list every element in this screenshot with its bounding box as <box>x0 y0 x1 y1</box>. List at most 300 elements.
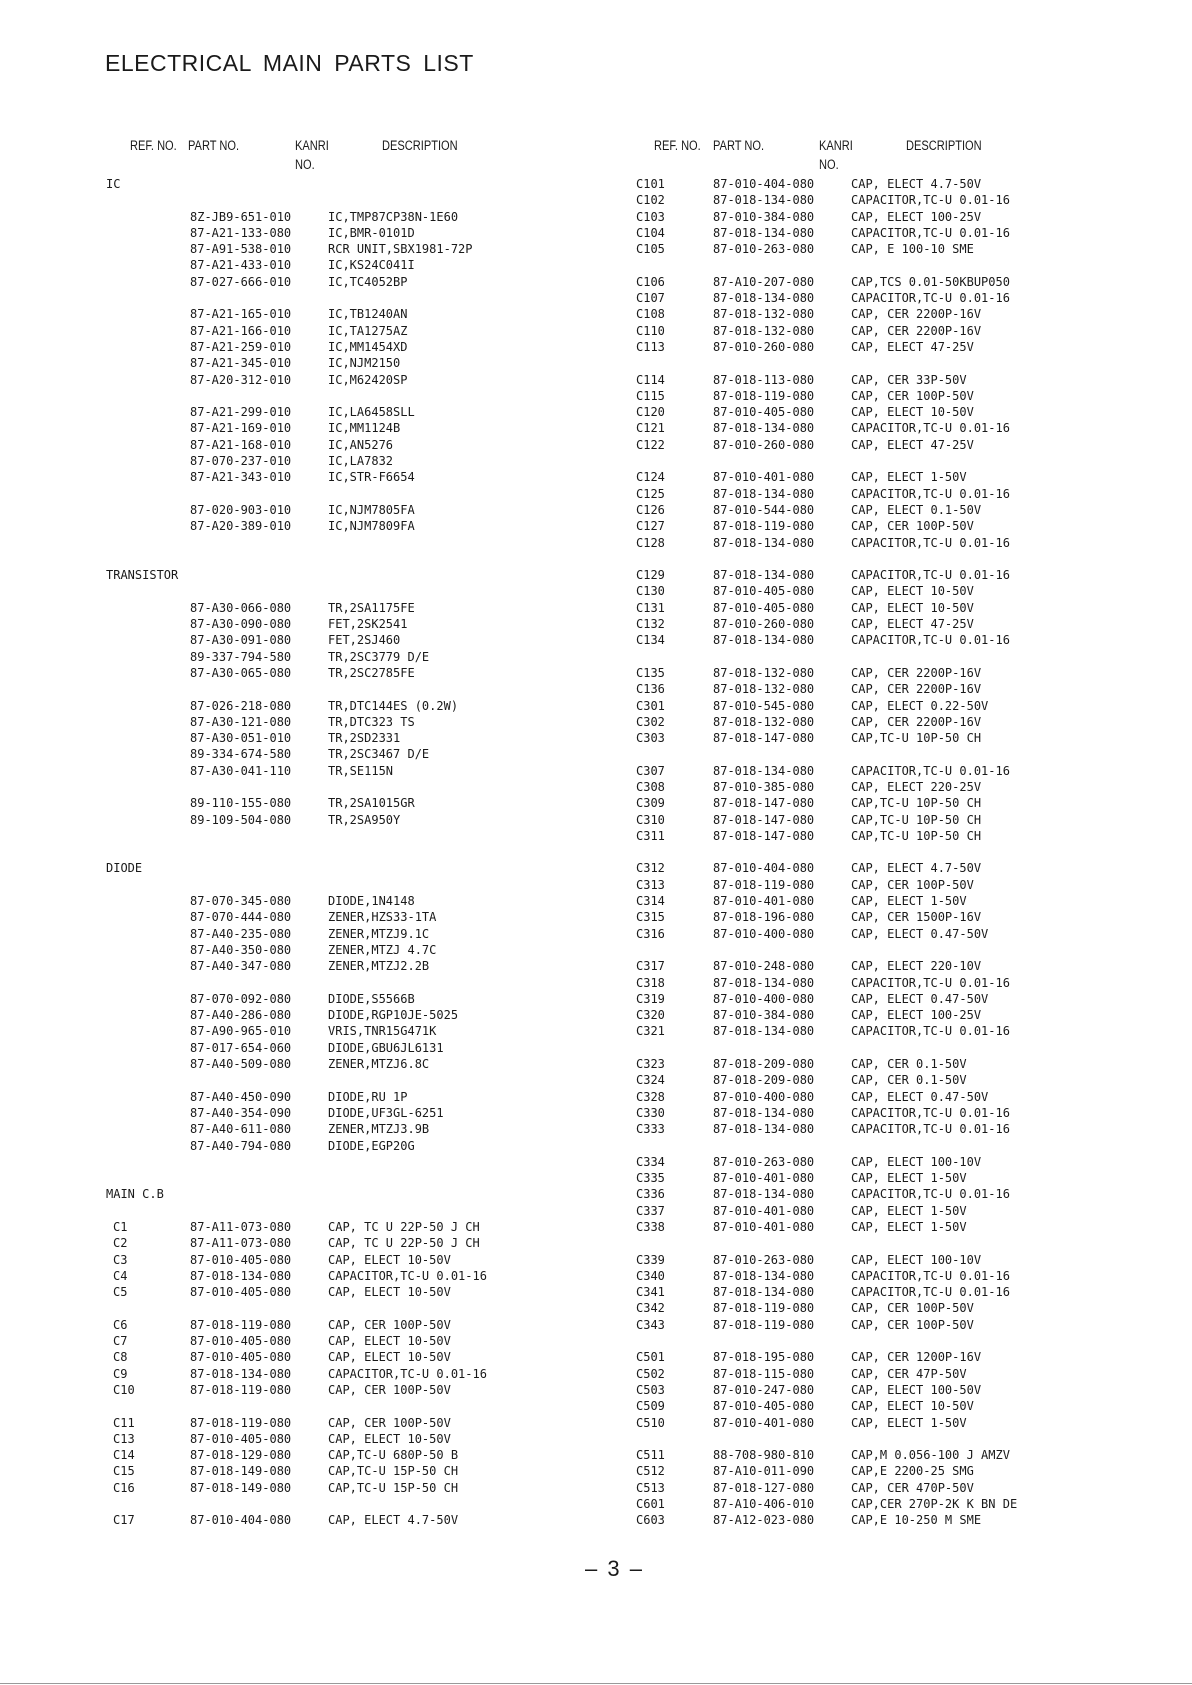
header-part-no: PART NO. <box>713 138 765 153</box>
part-no: 87-A21-169-010 <box>190 421 292 436</box>
ref-no: C312 <box>636 861 665 876</box>
part-no: 87-A40-350-080 <box>190 942 292 957</box>
description: IC,LA6458SLL <box>328 405 415 420</box>
ref-no: C9 <box>113 1366 128 1381</box>
ref-no: C132 <box>636 617 665 632</box>
part-no: 89-337-794-580 <box>190 649 292 664</box>
ref-no: C319 <box>636 991 665 1006</box>
part-no: 87-018-147-080 <box>713 828 815 843</box>
description: CAP, ELECT 47-25V <box>851 617 974 632</box>
description: CAP, ELECT 100-50V <box>851 1382 982 1397</box>
part-no: 87-A10-011-090 <box>713 1464 815 1479</box>
part-no: 87-018-119-080 <box>190 1317 292 1332</box>
description: CAP, ELECT 10-50V <box>328 1334 451 1349</box>
part-no: 89-110-155-080 <box>190 796 292 811</box>
part-no: 87-A40-235-080 <box>190 926 292 941</box>
ref-no: C601 <box>636 1497 665 1512</box>
ref-no: C14 <box>113 1448 135 1463</box>
description: CAPACITOR,TC-U 0.01-16 <box>851 421 1010 436</box>
description: CAPACITOR,TC-U 0.01-16 <box>851 568 1010 583</box>
description: CAP,TC-U 10P-50 CH <box>851 731 982 746</box>
description: IC,NJM7809FA <box>328 519 415 534</box>
description: ZENER,MTZJ2.2B <box>328 959 430 974</box>
section-heading: DIODE <box>106 861 143 876</box>
description: CAP, ELECT 100-25V <box>851 209 982 224</box>
part-no: 87-A40-286-080 <box>190 1008 292 1023</box>
part-no: 87-A40-354-090 <box>190 1105 292 1120</box>
ref-no: C127 <box>636 519 665 534</box>
part-no: 87-018-209-080 <box>713 1073 815 1088</box>
description: CAP, CER 2200P-16V <box>851 307 982 322</box>
description: TR,2SC3467 D/E <box>328 747 430 762</box>
description: DIODE,GBU6JL6131 <box>328 1040 444 1055</box>
ref-no: C334 <box>636 1154 665 1169</box>
part-no: 87-018-134-080 <box>713 1187 815 1202</box>
part-no: 87-018-149-080 <box>190 1480 292 1495</box>
part-no: 87-018-132-080 <box>713 665 815 680</box>
ref-no: C603 <box>636 1513 665 1528</box>
part-no: 89-334-674-580 <box>190 747 292 762</box>
ref-no: C115 <box>636 388 665 403</box>
ref-no: C309 <box>636 796 665 811</box>
part-no: 87-018-134-080 <box>713 291 815 306</box>
part-no: 87-017-654-060 <box>190 1040 292 1055</box>
header-description: DESCRIPTION <box>382 138 458 153</box>
description: CAPACITOR,TC-U 0.01-16 <box>851 225 1010 240</box>
description: CAPACITOR,TC-U 0.01-16 <box>851 633 1010 648</box>
part-no: 87-A21-345-010 <box>190 356 292 371</box>
ref-no: C313 <box>636 877 665 892</box>
ref-no: C303 <box>636 731 665 746</box>
description: CAP, CER 100P-50V <box>851 877 974 892</box>
description: DIODE,RU 1P <box>328 1089 408 1104</box>
ref-no: C2 <box>113 1236 128 1251</box>
ref-no: C110 <box>636 323 665 338</box>
ref-no: C135 <box>636 665 665 680</box>
part-no: 87-A91-538-010 <box>190 242 292 257</box>
description: CAP, TC U 22P-50 J CH <box>328 1220 480 1234</box>
description: CAP, ELECT 100-25V <box>851 1008 982 1023</box>
description: IC,LA7832 <box>328 454 394 469</box>
description: IC,TA1275AZ <box>328 323 408 338</box>
description: CAP, CER 100P-50V <box>851 519 974 534</box>
ref-no: C105 <box>636 242 665 257</box>
ref-no: C114 <box>636 372 665 387</box>
part-no: 87-070-237-010 <box>190 454 292 469</box>
description: ZENER,HZS33-1TA <box>328 910 437 925</box>
part-no: 87-010-263-080 <box>713 1252 815 1267</box>
part-no: 87-010-405-080 <box>713 600 815 615</box>
part-no: 87-010-545-080 <box>713 698 815 713</box>
part-no: 87-A21-133-080 <box>190 225 292 240</box>
part-no: 87-010-401-080 <box>713 470 815 485</box>
description: CAP, ELECT 10-50V <box>851 405 974 420</box>
part-no: 87-018-134-080 <box>190 1268 292 1283</box>
description: CAP, ELECT 47-25V <box>851 437 974 452</box>
description: CAP, CER 100P-50V <box>328 1317 451 1332</box>
description: TR,DTC144ES (0.2W) <box>328 698 459 713</box>
description: CAPACITOR,TC-U 0.01-16 <box>851 291 1010 306</box>
section-heading: MAIN C.B <box>106 1187 164 1202</box>
part-no: 87-A21-168-010 <box>190 437 292 452</box>
description: IC,TB1240AN <box>328 307 408 322</box>
ref-no: C323 <box>636 1057 665 1072</box>
ref-no: C321 <box>636 1024 665 1039</box>
ref-no: C320 <box>636 1008 665 1023</box>
description: CAP,TC-U 10P-50 CH <box>851 828 982 843</box>
description: CAP,TC-U 15P-50 CH <box>328 1480 459 1495</box>
ref-no: C336 <box>636 1187 665 1202</box>
description: CAP, ELECT 1-50V <box>851 470 967 485</box>
header-kanri: KANRI NO. <box>295 138 329 172</box>
part-no: 87-018-113-080 <box>713 372 815 387</box>
part-no: 87-018-134-080 <box>713 1268 815 1283</box>
part-no: 87-A21-433-010 <box>190 258 292 273</box>
part-no: 87-A10-406-010 <box>713 1497 815 1512</box>
ref-no: C131 <box>636 600 665 615</box>
part-no: 87-020-903-010 <box>190 502 292 517</box>
ref-no: C13 <box>113 1431 135 1446</box>
description: TR,2SA1175FE <box>328 600 415 615</box>
description: DIODE,1N4148 <box>328 894 415 909</box>
ref-no: C335 <box>636 1171 665 1186</box>
ref-no: C125 <box>636 486 665 501</box>
part-no: 87-010-401-080 <box>713 1171 815 1186</box>
part-no: 87-026-218-080 <box>190 698 292 713</box>
part-no: 87-018-196-080 <box>713 910 815 925</box>
header-part-no: PART NO. <box>188 138 240 153</box>
section-heading: IC <box>106 177 121 191</box>
part-no: 87-010-405-080 <box>713 405 815 420</box>
header-ref-no: REF. NO. <box>654 138 701 153</box>
part-no: 87-018-134-080 <box>713 975 815 990</box>
part-no: 87-010-401-080 <box>713 894 815 909</box>
description: TR,2SD2331 <box>328 731 401 746</box>
description: CAP,TC-U 10P-50 CH <box>851 796 982 811</box>
part-no: 87-010-405-080 <box>713 1399 815 1414</box>
description: CAP, ELECT 10-50V <box>328 1350 451 1365</box>
part-no: 87-018-132-080 <box>713 682 815 697</box>
part-no: 87-010-248-080 <box>713 959 815 974</box>
part-no: 87-018-119-080 <box>713 1317 815 1332</box>
part-no: 87-A20-389-010 <box>190 519 292 534</box>
ref-no: C510 <box>636 1415 665 1430</box>
ref-no: C6 <box>113 1317 128 1332</box>
description: CAP, CER 1500P-16V <box>851 910 982 925</box>
description: IC,STR-F6654 <box>328 470 415 485</box>
part-no: 87-A40-509-080 <box>190 1057 292 1072</box>
ref-no: C136 <box>636 682 665 697</box>
description: ZENER,MTZJ6.8C <box>328 1057 430 1072</box>
description: CAP, CER 47P-50V <box>851 1366 967 1381</box>
description: CAP, ELECT 100-10V <box>851 1252 982 1267</box>
description: CAP, ELECT 4.7-50V <box>851 861 982 876</box>
part-no: 87-070-444-080 <box>190 910 292 925</box>
description: IC,TMP87CP38N-1E60 <box>328 209 459 224</box>
ref-no: C128 <box>636 535 665 550</box>
ref-no: C129 <box>636 568 665 583</box>
ref-no: C108 <box>636 307 665 322</box>
part-no: 87-010-405-080 <box>190 1285 292 1300</box>
description: CAP,CER 270P-2K K BN DE <box>851 1497 1018 1512</box>
description: CAP, ELECT 1-50V <box>851 1171 967 1186</box>
description: CAP, ELECT 1-50V <box>851 894 967 909</box>
description: TR,DTC323 TS <box>328 714 415 729</box>
part-no: 87-018-132-080 <box>713 307 815 322</box>
part-no: 87-A21-299-010 <box>190 405 292 420</box>
part-no: 87-018-134-080 <box>713 486 815 501</box>
description: CAP, ELECT 220-25V <box>851 779 982 794</box>
part-no: 87-A30-121-080 <box>190 714 292 729</box>
header-kanri: KANRI NO. <box>819 138 853 172</box>
description: CAP, CER 2200P-16V <box>851 682 982 697</box>
part-no: 87-018-134-080 <box>713 1122 815 1137</box>
description: TR,2SA1015GR <box>328 796 415 811</box>
part-no: 87-010-400-080 <box>713 926 815 941</box>
part-no: 87-018-134-080 <box>713 225 815 240</box>
description: CAPACITOR,TC-U 0.01-16 <box>851 193 1010 208</box>
description: VRIS,TNR15G471K <box>328 1024 437 1039</box>
part-no: 87-018-147-080 <box>713 731 815 746</box>
description: RCR UNIT,SBX1981-72P <box>328 242 473 257</box>
description: CAP, CER 2200P-16V <box>851 665 982 680</box>
ref-no: C5 <box>113 1285 128 1300</box>
description: CAP, TC U 22P-50 J CH <box>328 1236 480 1251</box>
page-title: ELECTRICAL MAIN PARTS LIST <box>105 50 474 76</box>
ref-no: C330 <box>636 1105 665 1120</box>
description: CAP, ELECT 100-10V <box>851 1154 982 1169</box>
description: CAP, CER 1200P-16V <box>851 1350 982 1365</box>
description: ZENER,MTZJ9.1C <box>328 926 430 941</box>
description: CAPACITOR,TC-U 0.01-16 <box>851 1268 1010 1283</box>
description: TR,SE115N <box>328 763 394 778</box>
description: CAP, CER 2200P-16V <box>851 714 982 729</box>
part-no: 87-018-149-080 <box>190 1464 292 1479</box>
ref-no: C102 <box>636 193 665 208</box>
part-no: 87-018-119-080 <box>713 1301 815 1316</box>
ref-no: C106 <box>636 274 665 289</box>
description: ZENER,MTZJ3.9B <box>328 1122 430 1137</box>
ref-no: C124 <box>636 470 665 485</box>
part-no: 87-018-134-080 <box>713 568 815 583</box>
description: CAPACITOR,TC-U 0.01-16 <box>851 763 1010 778</box>
description: FET,2SK2541 <box>328 617 408 632</box>
description: CAPACITOR,TC-U 0.01-16 <box>851 535 1010 550</box>
ref-no: C315 <box>636 910 665 925</box>
part-no: 87-010-404-080 <box>713 177 815 191</box>
part-no: 87-010-401-080 <box>713 1415 815 1430</box>
ref-no: C307 <box>636 763 665 778</box>
part-no: 87-A40-347-080 <box>190 959 292 974</box>
part-no: 87-010-260-080 <box>713 617 815 632</box>
description: CAP, CER 100P-50V <box>851 1301 974 1316</box>
header-description: DESCRIPTION <box>906 138 982 153</box>
part-no: 87-018-132-080 <box>713 323 815 338</box>
part-no: 87-010-405-080 <box>190 1431 292 1446</box>
section-heading: TRANSISTOR <box>106 568 179 583</box>
description: CAPACITOR,TC-U 0.01-16 <box>851 1105 1010 1120</box>
description: CAP,M 0.056-100 J AMZV <box>851 1448 1010 1463</box>
part-no: 87-018-147-080 <box>713 796 815 811</box>
description: CAP, ELECT 10-50V <box>328 1431 451 1446</box>
description: IC,NJM7805FA <box>328 502 415 517</box>
description: CAPACITOR,TC-U 0.01-16 <box>851 1187 1010 1202</box>
ref-no: C512 <box>636 1464 665 1479</box>
ref-no: C314 <box>636 894 665 909</box>
part-no: 87-A10-207-080 <box>713 274 815 289</box>
part-no: 87-018-134-080 <box>713 535 815 550</box>
part-no: 89-109-504-080 <box>190 812 292 827</box>
ref-no: C120 <box>636 405 665 420</box>
ref-no: C316 <box>636 926 665 941</box>
ref-no: C101 <box>636 177 665 191</box>
part-no: 87-010-247-080 <box>713 1382 815 1397</box>
description: TR,2SC3779 D/E <box>328 649 430 664</box>
description: TR,2SA950Y <box>328 812 401 827</box>
ref-no: C308 <box>636 779 665 794</box>
description: CAP, ELECT 0.47-50V <box>851 991 989 1006</box>
part-no: 87-018-119-080 <box>713 519 815 534</box>
part-no: 87-A11-073-080 <box>190 1220 292 1234</box>
part-no: 87-018-195-080 <box>713 1350 815 1365</box>
description: CAPACITOR,TC-U 0.01-16 <box>851 486 1010 501</box>
description: CAP,TCS 0.01-50KBUP050 <box>851 274 1010 289</box>
ref-no: C302 <box>636 714 665 729</box>
ref-no: C16 <box>113 1480 135 1495</box>
description: IC,KS24C041I <box>328 258 415 273</box>
part-no: 87-A12-023-080 <box>713 1513 815 1528</box>
ref-no: C503 <box>636 1382 665 1397</box>
ref-no: C501 <box>636 1350 665 1365</box>
description: CAP, ELECT 0.47-50V <box>851 1089 989 1104</box>
part-no: 87-018-134-080 <box>713 633 815 648</box>
part-no: 87-018-129-080 <box>190 1448 292 1463</box>
ref-no: C104 <box>636 225 665 240</box>
description: CAP, ELECT 47-25V <box>851 339 974 354</box>
description: CAP, CER 0.1-50V <box>851 1057 967 1072</box>
part-no: 87-A40-450-090 <box>190 1089 292 1104</box>
description: CAP, ELECT 0.22-50V <box>851 698 989 713</box>
part-no: 87-018-119-080 <box>713 388 815 403</box>
ref-no: C339 <box>636 1252 665 1267</box>
part-no: 8Z-JB9-651-010 <box>190 209 292 224</box>
part-no: 87-010-405-080 <box>190 1334 292 1349</box>
part-no: 87-018-119-080 <box>190 1415 292 1430</box>
ref-no: C301 <box>636 698 665 713</box>
description: TR,2SC2785FE <box>328 665 415 680</box>
page-number: – 3 – <box>585 1556 644 1581</box>
part-no: 87-A30-090-080 <box>190 617 292 632</box>
description: CAPACITOR,TC-U 0.01-16 <box>328 1268 487 1283</box>
ref-no: C328 <box>636 1089 665 1104</box>
description: CAP, ELECT 0.47-50V <box>851 926 989 941</box>
part-no: 87-A11-073-080 <box>190 1236 292 1251</box>
part-no: 87-A40-611-080 <box>190 1122 292 1137</box>
ref-no: C318 <box>636 975 665 990</box>
part-no: 87-010-260-080 <box>713 339 815 354</box>
part-no: 87-010-384-080 <box>713 1008 815 1023</box>
description: CAP, ELECT 10-50V <box>851 584 974 599</box>
ref-no: C121 <box>636 421 665 436</box>
description: CAP, CER 100P-50V <box>851 388 974 403</box>
description: IC,TC4052BP <box>328 274 408 289</box>
description: CAP, CER 33P-50V <box>851 372 967 387</box>
ref-no: C343 <box>636 1317 665 1332</box>
part-no: 87-A21-166-010 <box>190 323 292 338</box>
description: IC,MM1124B <box>328 421 401 436</box>
part-no: 87-A30-065-080 <box>190 665 292 680</box>
part-no: 87-010-263-080 <box>713 242 815 257</box>
part-no: 87-010-400-080 <box>713 1089 815 1104</box>
description: CAP, ELECT 1-50V <box>851 1220 967 1234</box>
ref-no: C337 <box>636 1203 665 1218</box>
part-no: 87-A30-051-010 <box>190 731 292 746</box>
description: CAP, ELECT 0.1-50V <box>851 502 982 517</box>
ref-no: C511 <box>636 1448 665 1463</box>
part-no: 87-010-385-080 <box>713 779 815 794</box>
description: DIODE,RGP10JE-5025 <box>328 1008 459 1023</box>
description: CAP, ELECT 4.7-50V <box>851 177 982 191</box>
part-no: 87-018-134-080 <box>713 1024 815 1039</box>
page-bottom-border <box>0 1683 1192 1684</box>
description: CAP,E 10-250 M SME <box>851 1513 982 1528</box>
part-no: 87-010-400-080 <box>713 991 815 1006</box>
ref-no: C311 <box>636 828 665 843</box>
part-no: 87-010-404-080 <box>713 861 815 876</box>
description: CAP,TC-U 680P-50 B <box>328 1448 459 1463</box>
ref-no: C317 <box>636 959 665 974</box>
ref-no: C17 <box>113 1513 135 1528</box>
ref-no: C342 <box>636 1301 665 1316</box>
description: CAP, CER 470P-50V <box>851 1480 974 1495</box>
ref-no: C310 <box>636 812 665 827</box>
description: CAPACITOR,TC-U 0.01-16 <box>851 1122 1010 1137</box>
part-no: 87-A21-343-010 <box>190 470 292 485</box>
ref-no: C113 <box>636 339 665 354</box>
description: CAP, ELECT 4.7-50V <box>328 1513 459 1528</box>
part-no: 87-018-134-080 <box>713 1105 815 1120</box>
ref-no: C8 <box>113 1350 128 1365</box>
ref-no: C15 <box>113 1464 135 1479</box>
part-no: 87-018-134-080 <box>713 421 815 436</box>
description: CAP, ELECT 1-50V <box>851 1415 967 1430</box>
ref-no: C130 <box>636 584 665 599</box>
part-no: 87-010-263-080 <box>713 1154 815 1169</box>
part-no: 87-A30-091-080 <box>190 633 292 648</box>
part-no: 87-A40-794-080 <box>190 1138 292 1153</box>
description: IC,AN5276 <box>328 437 394 452</box>
description: CAPACITOR,TC-U 0.01-16 <box>851 1024 1010 1039</box>
description: CAP, ELECT 10-50V <box>851 1399 974 1414</box>
description: CAP, CER 100P-50V <box>328 1415 451 1430</box>
part-no: 87-A30-066-080 <box>190 600 292 615</box>
description: CAP, ELECT 220-10V <box>851 959 982 974</box>
part-no: 87-010-405-080 <box>190 1252 292 1267</box>
part-no: 87-018-115-080 <box>713 1366 815 1381</box>
ref-no: C3 <box>113 1252 128 1267</box>
description: IC,M62420SP <box>328 372 408 387</box>
ref-no: C10 <box>113 1382 135 1397</box>
description: ZENER,MTZJ 4.7C <box>328 942 437 957</box>
part-no: 87-018-119-080 <box>713 877 815 892</box>
part-no: 87-018-127-080 <box>713 1480 815 1495</box>
part-no: 87-018-132-080 <box>713 714 815 729</box>
header-ref-no: REF. NO. <box>130 138 177 153</box>
description: CAP, ELECT 10-50V <box>328 1252 451 1267</box>
part-no: 87-A90-965-010 <box>190 1024 292 1039</box>
description: CAP,TC-U 10P-50 CH <box>851 812 982 827</box>
description: CAP, E 100-10 SME <box>851 242 974 257</box>
